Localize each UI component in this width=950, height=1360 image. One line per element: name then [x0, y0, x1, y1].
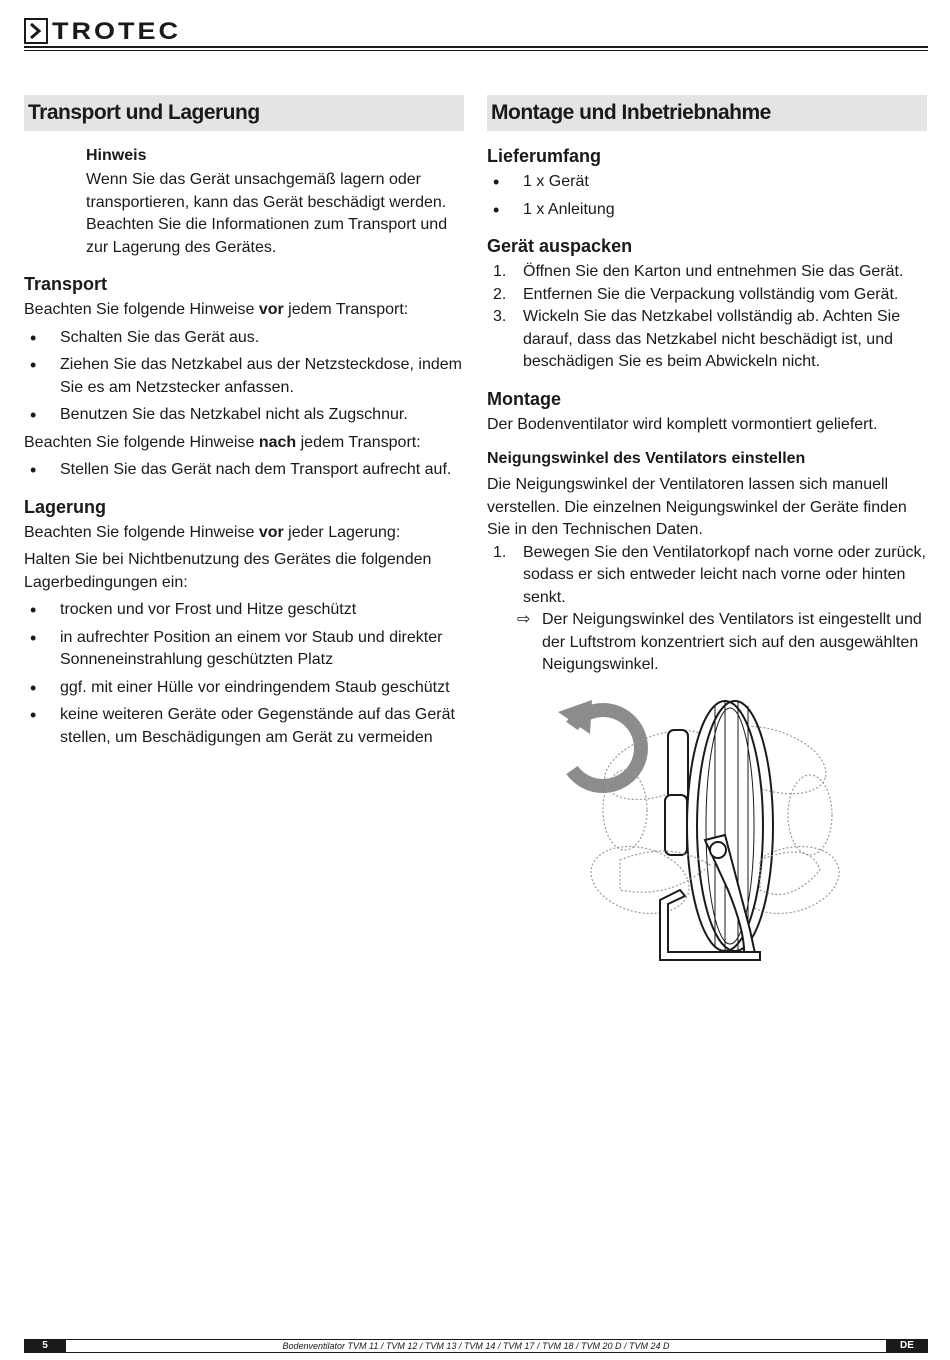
- list-item: • ggf. mit einer Hülle vor eindringendem Staub geschützt: [24, 677, 464, 700]
- heading-assembly: Montage: [487, 388, 561, 409]
- header-rule: [24, 46, 928, 48]
- step-number: 2.: [493, 285, 507, 303]
- step-text: Bewegen Sie den Ventilatorkopf nach vorne oder zurück, sodass er sich entweder leicht nach vorne oder hinten senkt.: [523, 543, 926, 606]
- list-item: • Schalten Sie das Gerät aus.: [24, 327, 464, 350]
- unpack-steps: [487, 261, 927, 374]
- assembly-text: Der Bodenventilator wird komplett vormontiert geliefert.: [487, 415, 878, 433]
- page-number: 5: [24, 1339, 66, 1353]
- step-number: 1.: [493, 543, 507, 561]
- rotate-arrow-icon: [558, 700, 641, 786]
- list-item: • 1 x Anleitung: [487, 199, 927, 222]
- storage-intro: Beachten Sie folgende Hinweise vor jeder Lagerung:: [24, 523, 401, 541]
- brand-name: TROTEC: [52, 17, 181, 45]
- left-column: [24, 95, 464, 754]
- section-title-assembly: Montage und Inbetriebnahme: [487, 95, 927, 131]
- step-item: [487, 284, 927, 307]
- transport-before-intro: Beachten Sie folgende Hinweise vor jedem Transport:: [24, 301, 409, 318]
- section-title-transport-storage: Transport und Lagerung: [24, 95, 464, 131]
- scope-list: [487, 171, 927, 221]
- transport-after-list: [24, 459, 464, 482]
- list-item: • trocken und vor Frost und Hitze geschützt: [24, 599, 464, 622]
- step-text: Wickeln Sie das Netzkabel vollständig ab. Achten Sie darauf, dass das Netzkabel nicht beschädigt ist, und beschädigen Sie es beim Abwickeln nicht.: [523, 308, 901, 370]
- list-item: • 1 x Gerät: [487, 171, 927, 194]
- step-item: [487, 261, 927, 284]
- language-badge: DE: [886, 1339, 928, 1353]
- step-item: [487, 542, 927, 610]
- fan-tilt-illustration: [520, 690, 860, 980]
- page-header: [24, 14, 928, 54]
- tilt-result: [487, 609, 927, 677]
- note-title: Hinweis: [86, 147, 147, 164]
- brand-logo: [24, 18, 181, 44]
- list-item: • Benutzen Sie das Netzkabel nicht als Zugschnur.: [24, 404, 464, 427]
- footer-document-title: Bodenventilator TVM 11 / TVM 12 / TVM 13 / TVM 14 / TVM 17 / TVM 18 / TVM 20 D / TVM 24 D: [282, 1341, 670, 1351]
- step-item: [487, 306, 927, 374]
- logo-chevron-icon: [24, 18, 48, 44]
- page-footer: [24, 1339, 928, 1353]
- step-text: Öffnen Sie den Karton und entnehmen Sie das Gerät.: [523, 263, 904, 280]
- tilt-steps: [487, 542, 927, 610]
- transport-after-intro: Beachten Sie folgende Hinweise nach jedem Transport:: [24, 433, 421, 451]
- heading-tilt: Neigungswinkel des Ventilators einstellen: [487, 450, 806, 467]
- step-text: Entfernen Sie die Verpackung vollständig vom Gerät.: [523, 285, 899, 303]
- storage-list: [24, 599, 464, 749]
- note-text: Wenn Sie das Gerät unsachgemäß lagern oder transportieren, kann das Gerät beschädigt werden. Beachten Sie die Informationen zum Transport und zur Lagerung des Gerätes.: [86, 171, 448, 256]
- fan-body: [660, 701, 773, 960]
- note-box: [86, 145, 464, 259]
- list-item: • Stellen Sie das Gerät nach dem Transport aufrecht auf.: [24, 459, 464, 482]
- transport-before-list: [24, 327, 464, 427]
- list-item: • Ziehen Sie das Netzkabel aus der Netzsteckdose, indem Sie es am Netzstecker anfassen.: [24, 354, 464, 399]
- heading-unpack: Gerät auspacken: [487, 236, 633, 256]
- result-text: Der Neigungswinkel des Ventilators ist eingestellt und der Luftstrom konzentriert sich auf den ausgewählten Neigungswinkel.: [542, 611, 922, 673]
- result-arrow-icon: ⇨: [517, 611, 531, 628]
- heading-transport: Transport: [24, 274, 108, 294]
- step-number: 3.: [493, 308, 507, 325]
- header-rule-thin: [24, 50, 928, 51]
- tilt-text: Die Neigungswinkel der Ventilatoren lassen sich manuell verstellen. Die einzelnen Neigungswinkel der Geräte finden Sie in den Technischen Daten.: [487, 476, 907, 538]
- storage-conditions-text: Halten Sie bei Nichtbenutzung des Gerätes die folgenden Lagerbedingungen ein:: [24, 551, 432, 591]
- heading-scope: Lieferumfang: [487, 146, 602, 166]
- step-number: 1.: [493, 263, 507, 280]
- right-column: [487, 95, 927, 677]
- heading-storage: Lagerung: [24, 496, 107, 517]
- list-item: • in aufrechter Position an einem vor Staub und direkter Sonneneinstrahlung geschützten Platz: [24, 627, 464, 672]
- list-item: • keine weiteren Geräte oder Gegenstände auf das Gerät stellen, um Beschädigungen am Gerät zu vermeiden: [24, 704, 464, 749]
